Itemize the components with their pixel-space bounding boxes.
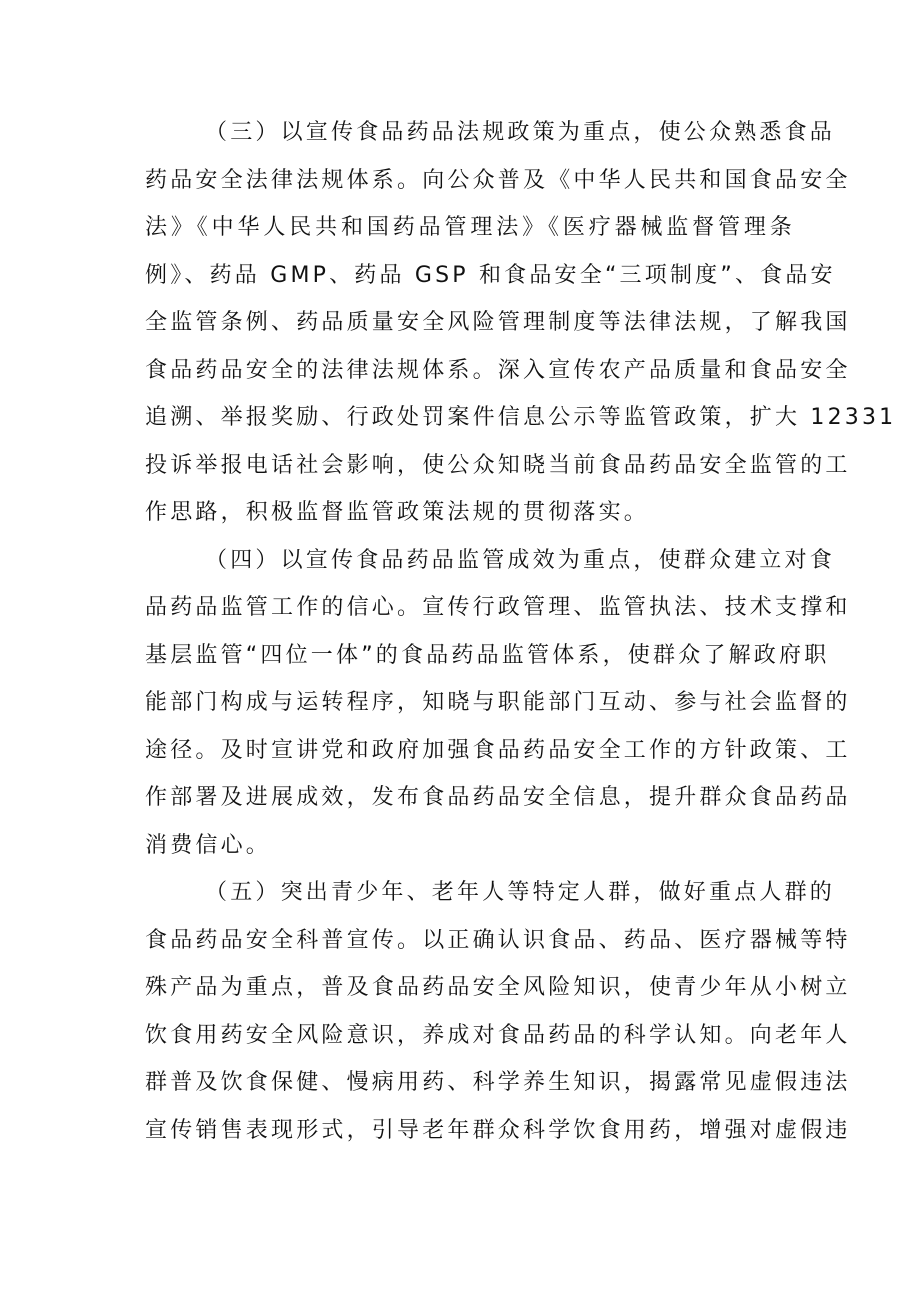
paragraph-line: （三）以宣传食品药品法规政策为重点，使公众熟悉食品 [205,120,836,145]
paragraph-line: 食品药品安全的法律法规体系。深入宣传农产品质量和食品安全 [145,358,851,383]
paragraph-line: 群普及饮食保健、慢病用药、科学养生知识，揭露常见虚假违法 [145,1070,851,1095]
paragraph-line: 品药品监管工作的信心。宣传行政管理、监管执法、技术支撑和 [145,595,851,620]
paragraph-line: 例》、药品 GMP、药品 GSP 和食品安全“三项制度”、食品安 [145,263,836,288]
paragraph-line: 食品药品安全科普宣传。以正确认识食品、药品、医疗器械等特 [145,928,851,953]
paragraph-line: 法》《中华人民共和国药品管理法》《医疗器械监督管理条 [145,215,795,240]
paragraph-line: 作思路，积极监督监管政策法规的贯彻落实。 [145,500,650,525]
paragraph-line: 能部门构成与运转程序，知晓与职能部门互动、参与社会监督的 [145,690,851,715]
paragraph-line: 途径。及时宣讲党和政府加强食品药品安全工作的方针政策、工 [145,738,851,763]
paragraph-line: 投诉举报电话社会影响，使公众知晓当前食品药品安全监管的工 [145,453,851,478]
paragraph-line: （五）突出青少年、老年人等特定人群，做好重点人群的 [205,880,836,905]
paragraph-line: 消费信心。 [145,833,272,858]
paragraph-line: 饮食用药安全风险意识，养成对食品药品的科学认知。向老年人 [145,1023,851,1048]
paragraph-line: 追溯、举报奖励、行政处罚案件信息公示等监管政策，扩大 12331 [145,405,897,430]
paragraph-line: 殊产品为重点，普及食品药品安全风险知识，使青少年从小树立 [145,975,851,1000]
paragraph-line: 宣传销售表现形式，引导老年群众科学饮食用药，增强对虚假违 [145,1118,851,1143]
paragraph-line: 药品安全法律法规体系。向公众普及《中华人民共和国食品安全 [145,168,851,193]
paragraph-line: （四）以宣传食品药品监管成效为重点，使群众建立对食 [205,548,836,573]
paragraph-line: 全监管条例、药品质量安全风险管理制度等法律法规，了解我国 [145,310,851,335]
paragraph-line: 基层监管“四位一体”的食品药品监管体系，使群众了解政府职 [145,643,830,668]
paragraph-line: 作部署及进展成效，发布食品药品安全信息，提升群众食品药品 [145,785,851,810]
